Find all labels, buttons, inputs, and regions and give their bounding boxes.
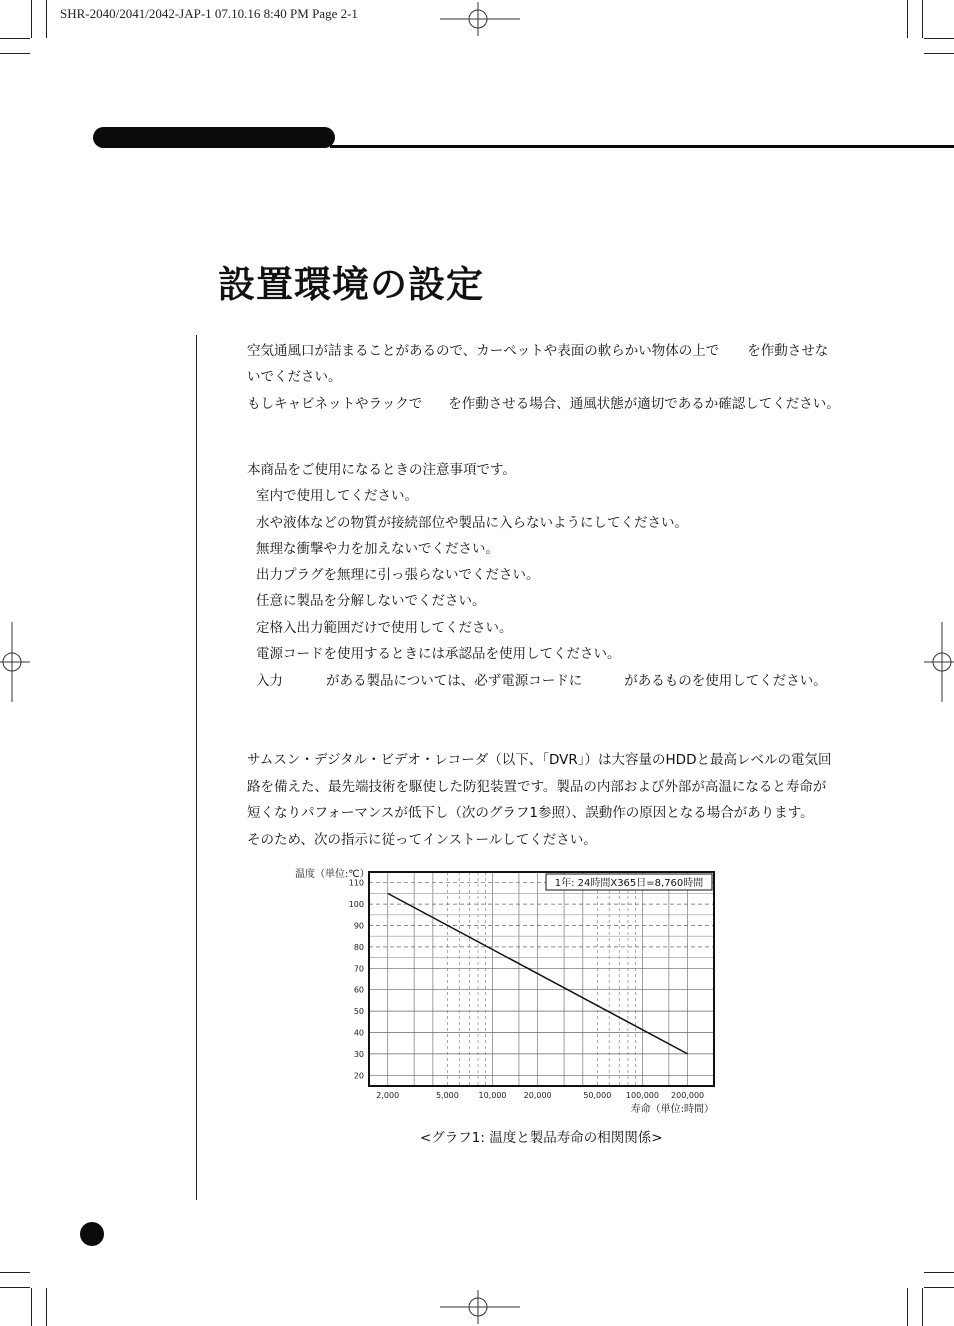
y-tick-label-1: 30 — [353, 1049, 364, 1059]
y-tick-label-5: 70 — [353, 964, 364, 974]
precaution-item-5 — [256, 589, 486, 609]
y-tick-label-6: 80 — [353, 942, 364, 952]
print-info: SHR-2040/2041/2042-JAP-1 07.10.16 8:40 PM Page 2-1 — [60, 6, 358, 21]
intro-line-4: そのため、次の指示に従ってインストールしてください。 — [247, 832, 597, 848]
margin-rule — [196, 335, 197, 1200]
ventilation-line-1 — [247, 339, 828, 359]
x-tick-label-5: 100,000 — [625, 1091, 660, 1100]
precaution-item-8 — [256, 669, 827, 689]
ventilation-line-2-a: いでください。 — [247, 369, 342, 385]
x-tick-label-6: 200,000 — [671, 1091, 705, 1100]
precaution-item-8-c: があるものを使用してください。 — [624, 673, 827, 689]
precaution-item-2 — [256, 511, 688, 531]
precautions-heading: 本商品をご使用になるときの注意事項です。 — [247, 462, 516, 478]
crop-mark-tr-h — [924, 38, 954, 39]
y-tick-label-9: 110 — [348, 878, 364, 888]
precaution-item-7 — [256, 642, 621, 662]
precaution-item-8-a: 入力 — [256, 673, 283, 689]
crop-mark-tr-v — [907, 0, 908, 38]
crop-mark-tl-h — [0, 38, 30, 39]
crop-mark-tr2-v — [922, 0, 923, 38]
x-axis-label: 寿命（単位:時間） — [630, 1104, 714, 1115]
registration-mark-right — [924, 622, 954, 702]
ventilation-line-1-a: 空気通風口が詰まることがあるので、カーペットや表面の軟らかい物体の上で — [247, 343, 720, 359]
registration-mark-left — [0, 622, 30, 702]
precaution-item-2-text: 水や液体などの物質が接続部位や製品に入らないようにしてください。 — [256, 515, 688, 531]
x-tick-label-3: 20,000 — [523, 1091, 552, 1100]
precaution-item-7-text: 電源コードを使用するときには承認品を使用してください。 — [256, 646, 621, 662]
ventilation-line-3-b: を作動させる場合、通風状態が適切であるか確認してください。 — [448, 396, 840, 412]
crop-mark-bl-h — [0, 1272, 30, 1273]
precaution-item-5-text: 任意に製品を分解しないでください。 — [256, 593, 486, 609]
x-tick-label-1: 5,000 — [435, 1091, 459, 1100]
y-tick-label-0: 20 — [353, 1071, 364, 1081]
chart-caption: <グラフ1: 温度と製品寿命の相関関係> — [420, 1130, 663, 1146]
ventilation-line-3-a: もしキャビネットやラックで — [247, 396, 423, 412]
crop-mark-tl-v — [46, 0, 47, 38]
y-tick-label-4: 60 — [353, 985, 364, 995]
precaution-item-3 — [256, 537, 499, 557]
crop-mark-tr2-h — [924, 53, 954, 54]
precaution-item-1 — [256, 484, 418, 504]
crop-mark-br2-h — [924, 1287, 954, 1288]
page-marker-dot — [80, 1222, 104, 1246]
x-tick-label-4: 50,000 — [583, 1091, 612, 1100]
ventilation-line-1-b: を作動させな — [747, 343, 829, 359]
annotation-text: 1年: 24時間X365日=8,760時間 — [554, 878, 704, 889]
crop-mark-bl2-h — [0, 1287, 30, 1288]
precaution-item-3-text: 無理な衝撃や力を加えないでください。 — [256, 541, 499, 557]
ventilation-line-3 — [247, 392, 840, 412]
precaution-item-6-text: 定格入出力範囲だけで使用してください。 — [256, 620, 513, 636]
crop-mark-tl2-h — [0, 53, 30, 54]
precaution-item-4-text: 出力プラグを無理に引っ張らないでください。 — [256, 567, 540, 583]
y-tick-label-3: 50 — [353, 1007, 364, 1017]
header-rule — [330, 145, 954, 148]
crop-mark-br-h — [924, 1272, 954, 1273]
y-tick-label-8: 100 — [348, 900, 364, 910]
intro-line-1: サムスン・デジタル・ビデオ・レコーダ（以下、「DVR」）は大容量のHDDと最高レベルの電気回 — [247, 752, 832, 768]
intro-line-2: 路を備えた、最先端技術を駆使した防犯装置です。製品の内部および外部が高温になると寿命が — [247, 779, 827, 795]
temperature-lifetime-chart — [280, 860, 730, 1120]
page-title: 設置環境の設定 — [218, 263, 484, 306]
crop-mark-tl2-v — [31, 0, 32, 38]
y-axis-label: 温度（単位:℃） — [295, 869, 370, 880]
crop-mark-br2-v — [922, 1288, 923, 1326]
registration-mark-top — [440, 2, 520, 36]
precaution-item-6 — [256, 616, 513, 636]
intro-line-3: 短くなりパフォーマンスが低下し（次のグラフ1参照）、誤動作の原因となる場合があります。 — [247, 805, 814, 821]
y-tick-label-2: 40 — [353, 1028, 364, 1038]
registration-mark-bottom — [440, 1290, 520, 1324]
crop-mark-bl2-v — [46, 1288, 47, 1326]
section-tab — [93, 127, 335, 148]
y-tick-label-7: 90 — [353, 921, 364, 931]
precaution-item-8-b: がある製品については、必ず電源コードに — [326, 673, 583, 689]
ventilation-line-2 — [247, 365, 342, 385]
x-tick-label-0: 2,000 — [376, 1091, 400, 1100]
precaution-item-1-text: 室内で使用してください。 — [256, 488, 418, 504]
x-tick-label-2: 10,000 — [478, 1091, 507, 1100]
crop-mark-bl-v — [31, 1288, 32, 1326]
precaution-item-4 — [256, 563, 540, 583]
crop-mark-br-v — [907, 1288, 908, 1326]
